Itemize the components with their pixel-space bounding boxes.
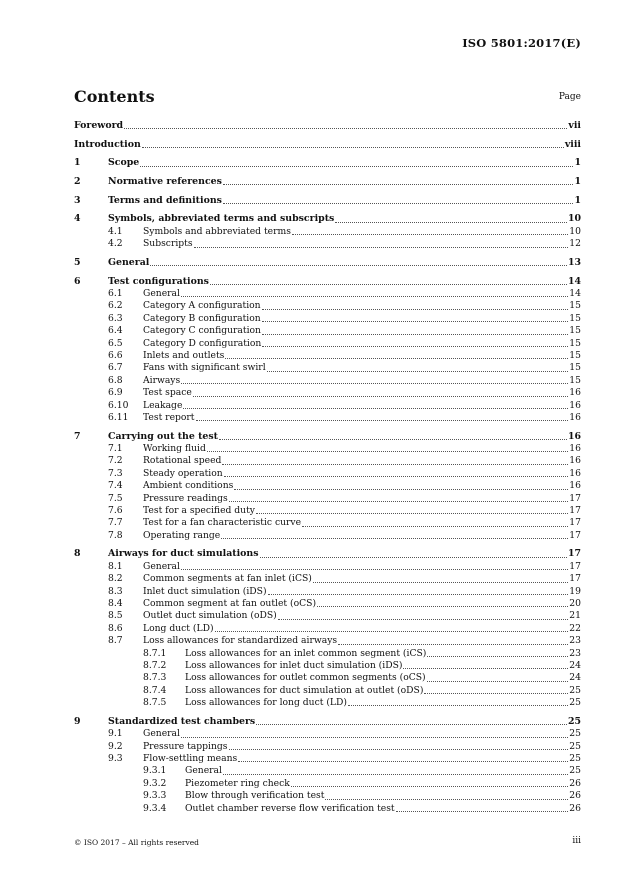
dot-leader: [229, 501, 569, 502]
dot-leader: [325, 799, 568, 800]
dot-leader: [302, 526, 568, 527]
toc-entry-page: 10: [567, 213, 581, 225]
dot-leader: [427, 656, 568, 657]
toc-entry-title: Working fluid: [143, 442, 206, 454]
toc-entry-number: 7.5: [108, 492, 123, 504]
toc-entry[interactable]: [74, 362, 581, 374]
toc-entry-title: Pressure tappings: [143, 740, 228, 752]
toc-entry-page: 15: [569, 337, 581, 349]
toc-entry[interactable]: [74, 635, 581, 647]
toc-entry-title: Scope: [108, 157, 140, 169]
toc-entry-page: 20: [569, 597, 581, 609]
toc-entry-number: 6.8: [108, 374, 123, 386]
toc-entry[interactable]: [74, 325, 581, 337]
toc-entry-page: viii: [564, 138, 581, 150]
toc-entry-title: Pressure readings: [143, 492, 228, 504]
dot-leader: [317, 606, 568, 607]
toc-entry[interactable]: [74, 573, 581, 585]
toc-entry-number: 6.7: [108, 362, 123, 374]
toc-entry-number: 9.3.2: [143, 777, 167, 789]
dot-leader: [256, 513, 568, 514]
dot-leader: [181, 296, 568, 297]
toc-entry-page: 25: [569, 684, 581, 696]
toc-entry-title: Introduction: [74, 138, 141, 150]
toc-entry-number: 7.2: [108, 455, 123, 467]
toc-entry[interactable]: [74, 139, 581, 151]
dot-leader: [291, 786, 569, 787]
toc-entry-page: 24: [569, 659, 581, 671]
toc-entry-title: General: [143, 287, 180, 299]
toc-entry-number: 7.1: [108, 442, 123, 454]
toc-entry[interactable]: [74, 120, 581, 132]
toc-entry-title: Loss allowances for standardized airways: [143, 635, 338, 647]
dot-leader: [262, 334, 568, 335]
toc-entry-title: Symbols, abbreviated terms and subscripts: [108, 213, 335, 225]
toc-entry-page: 22: [569, 622, 581, 634]
dot-leader: [222, 464, 568, 465]
toc-entry[interactable]: [74, 790, 581, 802]
toc-entry-number: 8.3: [108, 585, 123, 597]
toc-entry[interactable]: [74, 213, 581, 225]
toc-entry-page: 25: [569, 765, 581, 777]
toc-entry-page: 12: [569, 238, 581, 250]
toc-entry-number: 4.2: [108, 238, 123, 250]
toc-entry-page: 25: [569, 752, 581, 764]
toc-entry-number: 2: [74, 176, 81, 188]
toc-entry-number: 1: [74, 157, 81, 169]
toc-entry-page: 16: [569, 411, 581, 423]
toc-entry-number: 5: [74, 256, 81, 268]
toc-entry-title: Loss allowances for long duct (LD): [185, 697, 347, 709]
toc-entry-number: 6: [74, 275, 81, 287]
dot-leader: [260, 557, 567, 558]
toc-entry[interactable]: [74, 412, 581, 424]
dot-leader: [427, 681, 569, 682]
toc-entry-title: Category A configuration: [143, 300, 261, 312]
dot-leader: [194, 247, 569, 248]
toc-entry[interactable]: [74, 778, 581, 790]
toc-entry-number: 8.7.5: [143, 697, 167, 709]
toc-entry-number: 8: [74, 548, 81, 560]
toc-entry-number: 8.4: [108, 597, 123, 609]
toc-entry-title: Common segments at fan inlet (iCS): [143, 573, 312, 585]
toc-entry-page: 1: [574, 194, 581, 206]
dot-leader: [229, 749, 569, 750]
toc-entry[interactable]: [74, 400, 581, 412]
toc-entry[interactable]: [74, 288, 581, 300]
toc-entry-page: 1: [574, 157, 581, 169]
toc-entry-page: 13: [567, 256, 581, 268]
toc-entry[interactable]: [74, 195, 581, 207]
toc-entry-number: 9.3.3: [143, 790, 167, 802]
toc-entry-number: 6.5: [108, 337, 123, 349]
toc-entry-number: 8.7.4: [143, 684, 167, 696]
toc-entry-number: 6.10: [108, 399, 129, 411]
toc-entry[interactable]: [74, 238, 581, 250]
toc-entry-page: vii: [568, 120, 581, 131]
toc-entry-title: General: [143, 728, 180, 740]
toc-entry-title: General: [143, 560, 180, 572]
toc-entry[interactable]: [74, 610, 581, 622]
toc-entry-page: 25: [569, 728, 581, 740]
dot-leader: [278, 619, 569, 620]
toc-entry[interactable]: [74, 561, 581, 573]
dot-leader: [183, 408, 568, 409]
dot-leader: [181, 737, 568, 738]
toc-entry[interactable]: [74, 338, 581, 350]
toc-entry-number: 8.6: [108, 622, 123, 634]
toc-entry-title: Symbols and abbreviated terms: [143, 225, 291, 237]
toc-entry[interactable]: [74, 505, 581, 517]
toc-entry-title: Blow through verification test: [185, 790, 325, 802]
toc-entry-title: Piezometer ring check: [185, 777, 290, 789]
toc-entry-number: 6.11: [108, 411, 129, 423]
toc-entry-page: 25: [567, 715, 581, 727]
toc-entry[interactable]: [74, 803, 581, 815]
toc-entry-page: 25: [569, 697, 581, 709]
dot-leader: [268, 594, 569, 595]
dot-leader: [140, 166, 573, 167]
toc-entry[interactable]: [74, 598, 581, 610]
toc-entry-page: 14: [567, 275, 581, 287]
toc-entry[interactable]: [74, 176, 581, 188]
toc-entry-title: Test for a fan characteristic curve: [143, 517, 302, 529]
toc-entry-title: Loss allowances for an inlet common segment (iCS): [185, 647, 427, 659]
toc-entry-page: 23: [569, 647, 581, 659]
toc-entry-title: Category C configuration: [143, 325, 261, 337]
toc-entry-page: 17: [569, 517, 581, 529]
dot-leader: [256, 724, 567, 725]
toc-entry-title: Inlets and outlets: [143, 349, 225, 361]
dot-leader: [262, 346, 568, 347]
toc-entry-number: 6.3: [108, 312, 123, 324]
dot-leader: [181, 383, 568, 384]
dot-leader: [238, 761, 568, 762]
toc-entry-title: Test for a specified duty: [143, 504, 255, 516]
toc-entry[interactable]: [74, 623, 581, 635]
toc-entry-title: Category B configuration: [143, 312, 261, 324]
toc-entry-page: 17: [569, 529, 581, 541]
dot-leader: [207, 451, 568, 452]
toc-entry[interactable]: [74, 276, 581, 288]
toc-entry[interactable]: [74, 765, 581, 777]
toc-entry-title: Steady operation: [143, 467, 223, 479]
toc-entry-number: 8.1: [108, 560, 123, 572]
dot-leader: [348, 705, 568, 706]
dot-leader: [313, 582, 568, 583]
page-title: Contents: [74, 87, 155, 106]
toc-entry-title: Long duct (LD): [143, 622, 214, 634]
toc-entry-title: Inlet duct simulation (iDS): [143, 585, 267, 597]
toc-entry-number: 9: [74, 715, 81, 727]
toc-entry[interactable]: [74, 313, 581, 325]
toc-entry-page: 26: [569, 777, 581, 789]
toc-entry-page: 16: [569, 399, 581, 411]
toc-entry[interactable]: [74, 350, 581, 362]
toc-entry[interactable]: [74, 753, 581, 765]
copyright-notice: © ISO 2017 – All rights reserved: [74, 838, 199, 847]
toc-entry-page: 23: [569, 635, 581, 647]
toc-entry-page: 26: [569, 802, 581, 814]
toc-entry[interactable]: [74, 387, 581, 399]
toc-entry-number: 7.3: [108, 467, 123, 479]
toc-entry-title: Rotational speed: [143, 455, 222, 467]
toc-entry-number: 7: [74, 430, 81, 442]
toc-entry[interactable]: [74, 226, 581, 238]
toc-entry[interactable]: [74, 443, 581, 455]
standard-number: ISO 5801:2017(E): [462, 36, 581, 50]
dot-leader: [124, 128, 567, 129]
dot-leader: [193, 396, 568, 397]
toc-entry[interactable]: [74, 300, 581, 312]
toc-entry[interactable]: [74, 660, 581, 672]
toc-entry[interactable]: [74, 728, 581, 740]
toc-entry-page: 16: [569, 480, 581, 492]
toc-entry-page: 15: [569, 362, 581, 374]
dot-leader: [234, 489, 568, 490]
toc-entry-title: Loss allowances for duct simulation at outlet (oDS): [185, 684, 424, 696]
toc-entry-page: 14: [569, 287, 581, 299]
dot-leader: [181, 569, 568, 570]
dot-leader: [210, 284, 567, 285]
toc-entry-page: 19: [569, 585, 581, 597]
toc-entry-number: 9.1: [108, 728, 123, 740]
toc-entry[interactable]: [74, 716, 581, 728]
dot-leader: [215, 631, 569, 632]
toc-entry-number: 7.8: [108, 529, 123, 541]
dot-leader: [142, 147, 564, 148]
toc-entry-title: Outlet chamber reverse flow verification test: [185, 802, 395, 814]
toc-entry-number: 8.7.2: [143, 659, 167, 671]
toc-entry-number: 4.1: [108, 225, 123, 237]
toc-entry-page: 15: [569, 374, 581, 386]
toc-entry-page: 16: [569, 467, 581, 479]
toc-entry[interactable]: [74, 648, 581, 660]
toc-entry-page: 15: [569, 312, 581, 324]
toc-entry-page: 15: [569, 300, 581, 312]
toc-entry-page: 1: [574, 176, 581, 188]
toc-entry[interactable]: [74, 697, 581, 709]
dot-leader: [219, 439, 567, 440]
toc-entry[interactable]: [74, 586, 581, 598]
toc-entry-number: 9.3: [108, 752, 123, 764]
dot-leader: [403, 668, 568, 669]
toc-entry-title: Test configurations: [108, 275, 209, 287]
dot-leader: [223, 184, 574, 185]
toc-entry-number: 6.9: [108, 387, 123, 399]
toc-entry-title: Subscripts: [143, 238, 193, 250]
toc-entry-title: Fans with significant swirl: [143, 362, 266, 374]
toc-entry[interactable]: [74, 257, 581, 269]
toc-entry-title: Flow-settling means: [143, 752, 238, 764]
toc-entry-title: General: [185, 765, 222, 777]
table-of-contents: [74, 120, 581, 815]
toc-entry-page: 17: [569, 492, 581, 504]
toc-entry[interactable]: [74, 431, 581, 443]
toc-entry[interactable]: [74, 468, 581, 480]
dot-leader: [335, 222, 567, 223]
toc-entry-number: 8.7: [108, 635, 123, 647]
dot-leader: [338, 644, 568, 645]
toc-entry-title: Category D configuration: [143, 337, 262, 349]
toc-entry-title: Foreword: [74, 120, 124, 131]
toc-entry-title: Operating range: [143, 529, 221, 541]
toc-entry[interactable]: [74, 517, 581, 529]
toc-entry-number: 8.7.3: [143, 672, 167, 684]
toc-entry-number: 3: [74, 194, 81, 206]
toc-entry-page: 16: [569, 442, 581, 454]
toc-entry-page: 17: [569, 560, 581, 572]
toc-entry-title: Outlet duct simulation (oDS): [143, 610, 277, 622]
toc-entry-page: 26: [569, 790, 581, 802]
toc-entry-title: Test space: [143, 387, 192, 399]
dot-leader: [221, 538, 568, 539]
toc-entry-title: Loss allowances for inlet duct simulation (iDS): [185, 659, 403, 671]
toc-entry-page: 10: [569, 225, 581, 237]
toc-entry-page: 16: [569, 455, 581, 467]
dot-leader: [223, 203, 574, 204]
toc-entry-page: 15: [569, 325, 581, 337]
toc-entry-title: Test report: [143, 411, 195, 423]
toc-entry-number: 7.6: [108, 504, 123, 516]
toc-entry-title: Loss allowances for outlet common segments (oCS): [185, 672, 426, 684]
toc-entry-page: 17: [567, 548, 581, 560]
toc-entry-number: 8.2: [108, 573, 123, 585]
toc-entry[interactable]: [74, 672, 581, 684]
toc-entry-title: Terms and definitions: [108, 194, 222, 206]
toc-entry-number: 8.7.1: [143, 647, 167, 659]
toc-entry-number: 9.2: [108, 740, 123, 752]
toc-entry-number: 4: [74, 213, 81, 225]
toc-entry[interactable]: [74, 480, 581, 492]
toc-entry[interactable]: [74, 493, 581, 505]
page-column-label: Page: [558, 92, 581, 102]
toc-entry[interactable]: [74, 741, 581, 753]
toc-entry[interactable]: [74, 375, 581, 387]
toc-entry-title: Common segment at fan outlet (oCS): [143, 597, 317, 609]
toc-entry-number: 6.6: [108, 349, 123, 361]
toc-entry-number: 8.5: [108, 610, 123, 622]
toc-entry-page: 16: [567, 430, 581, 442]
toc-entry-page: 17: [569, 504, 581, 516]
toc-entry-number: 9.3.4: [143, 802, 167, 814]
toc-entry[interactable]: [74, 157, 581, 169]
toc-entry-number: 9.3.1: [143, 765, 167, 777]
dot-leader: [292, 234, 568, 235]
toc-entry-number: 7.4: [108, 480, 123, 492]
toc-entry-title: Ambient conditions: [143, 480, 234, 492]
toc-entry-page: 25: [569, 740, 581, 752]
toc-entry-title: Normative references: [108, 176, 222, 188]
toc-entry[interactable]: [74, 530, 581, 542]
dot-leader: [424, 693, 568, 694]
dot-leader: [262, 321, 569, 322]
dot-leader: [223, 774, 568, 775]
dot-leader: [196, 420, 569, 421]
toc-entry-number: 6.1: [108, 287, 123, 299]
toc-entry-title: General: [108, 256, 150, 268]
toc-entry-page: 15: [569, 349, 581, 361]
toc-entry-page: 16: [569, 387, 581, 399]
toc-entry-title: Standardized test chambers: [108, 715, 256, 727]
dot-leader: [267, 371, 569, 372]
toc-entry-page: 17: [569, 573, 581, 585]
toc-entry-page: 21: [569, 610, 581, 622]
toc-entry-title: Airways: [143, 374, 181, 386]
page-number: iii: [572, 836, 581, 846]
toc-entry-number: 6.4: [108, 325, 123, 337]
toc-entry-title: Leakage: [143, 399, 183, 411]
dot-leader: [262, 309, 569, 310]
dot-leader: [150, 265, 567, 266]
dot-leader: [224, 476, 569, 477]
toc-entry-title: Carrying out the test: [108, 430, 219, 442]
toc-entry[interactable]: [74, 455, 581, 467]
toc-entry[interactable]: [74, 685, 581, 697]
toc-entry-number: 6.2: [108, 300, 123, 312]
dot-leader: [396, 811, 569, 812]
toc-entry-number: 7.7: [108, 517, 123, 529]
toc-entry-page: 24: [569, 672, 581, 684]
dot-leader: [225, 358, 568, 359]
toc-entry[interactable]: [74, 548, 581, 560]
toc-entry-title: Airways for duct simulations: [108, 548, 259, 560]
